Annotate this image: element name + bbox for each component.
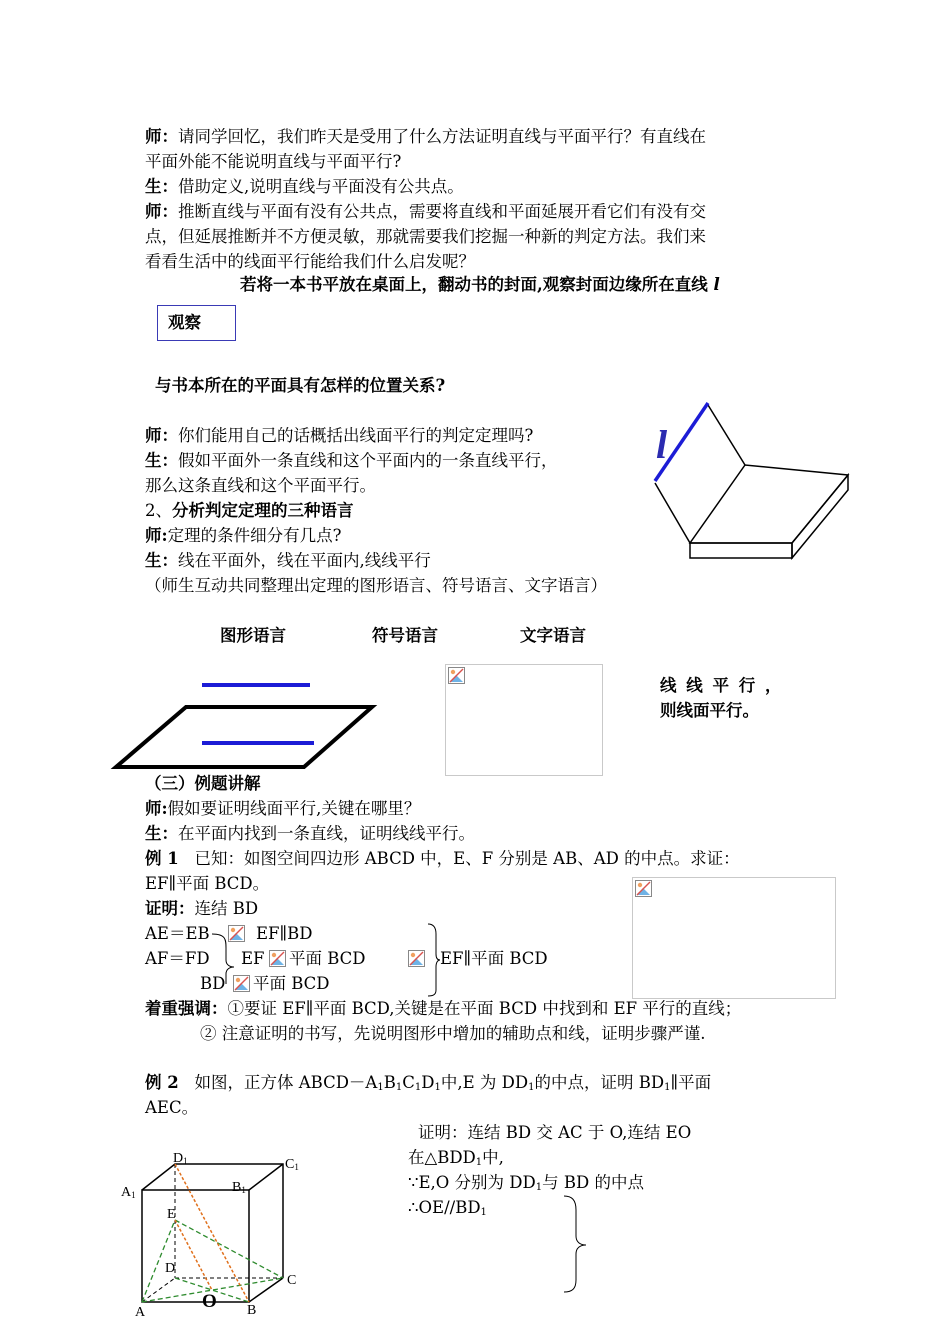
emphasis-line-1: 着重强调：①要证 EF∥平面 BCD,关键是在平面 BCD 中找到和 EF 平行的直线； bbox=[145, 999, 742, 1018]
label-d1: D1 bbox=[173, 1151, 188, 1166]
proof-braces bbox=[200, 920, 450, 1000]
text-language-line-1: 线 线 平 行 ， bbox=[660, 676, 784, 695]
proof-start: 证明：连结 BD bbox=[145, 899, 259, 918]
observe-box bbox=[157, 305, 236, 341]
cover-bottom-edge bbox=[655, 483, 690, 543]
broken-image-icon bbox=[635, 880, 652, 897]
label-c: C bbox=[287, 1273, 297, 1288]
observe-line-2: 与书本所在的平面具有怎样的位置关系? bbox=[155, 376, 446, 395]
symbol-language-image bbox=[445, 664, 603, 776]
dialog-line-2: 生：假如平面外一条直线和这个平面内的一条直线平行， bbox=[145, 451, 558, 470]
proof-line-3b: 平面 BCD bbox=[253, 974, 330, 993]
book-side-face bbox=[792, 475, 848, 558]
text-language-heading: 文字语言 bbox=[520, 626, 586, 645]
cube-figure bbox=[115, 1148, 315, 1323]
proof-conclusion: EF∥平面 BCD bbox=[440, 949, 548, 968]
intro-line-4: 师：推断直线与平面有没有公共点，需要将直线和平面延展开看它们有没有交 bbox=[145, 202, 706, 221]
proof-line-3a: BD bbox=[200, 974, 226, 993]
label-c1: C1 bbox=[285, 1157, 299, 1172]
symbol-language-heading: 符号语言 bbox=[372, 626, 438, 645]
example-2-statement: 例 2 如图，正方体 $ABCD-A_1B_1C_1D_1$中,E 为 $DD_1$的中点，证明 $BD_1\parallel$平面 bbox=[145, 1073, 712, 1093]
book-front-face bbox=[690, 543, 792, 558]
label-b1: B1 bbox=[232, 1180, 246, 1195]
example-line-2: 生：在平面内找到一条直线，证明线线平行。 bbox=[145, 824, 475, 843]
example-1-figure bbox=[632, 877, 836, 999]
section-heading-2: 2、分析判定定理的三种语言 bbox=[145, 501, 354, 520]
dialog-line-1: 师：你们能用自己的话概括出线面平行的判定定理吗? bbox=[145, 426, 534, 445]
label-a: A bbox=[135, 1305, 146, 1320]
label-a1: A1 bbox=[121, 1185, 136, 1200]
proof-line-1a: AE＝EB bbox=[145, 924, 210, 943]
plane-line-figure bbox=[110, 675, 380, 775]
dialog-line-6: 生：线在平面外，线在平面内,线线平行 bbox=[145, 551, 431, 570]
example-2-proof-4: $\therefore OE//BD_1$ bbox=[408, 1198, 487, 1218]
intro-line-2: 平面外能不能说明直线与平面平行? bbox=[145, 152, 402, 171]
line-l-label: l bbox=[656, 422, 668, 467]
section-heading-3: （三）例题讲解 bbox=[145, 774, 261, 793]
example-1-statement: 例 1 已知：如图空间四边形 ABCD 中，E、F 分别是 AB、AD 的中点。求证： bbox=[145, 849, 740, 868]
cube-front-face bbox=[142, 1190, 249, 1302]
broken-image-icon bbox=[448, 667, 465, 684]
proof-line-2c: 平面 BCD bbox=[289, 949, 366, 968]
label-b: B bbox=[247, 1303, 257, 1318]
intro-line-5: 点，但延展推断并不方便灵敏，那就需要我们挖掘一种新的判定方法。我们来 bbox=[145, 227, 706, 246]
book-figure bbox=[640, 395, 860, 565]
label-d: D bbox=[165, 1261, 176, 1276]
example-2-proof-1: 证明：连结 BD 交 AC 于 O,连结 EO bbox=[418, 1123, 692, 1142]
dialog-line-7: （师生互动共同整理出定理的图形语言、符号语言、文字语言） bbox=[145, 576, 607, 595]
label-o: O bbox=[202, 1291, 217, 1312]
example-2-statement-2: AEC。 bbox=[145, 1098, 199, 1117]
intro-line-3: 生：借助定义,说明直线与平面没有公共点。 bbox=[145, 177, 464, 196]
observe-line-1: 若将一本书平放在桌面上，翻动书的封面,观察封面边缘所在直线 l bbox=[240, 275, 720, 294]
example-2-proof-2: 在$\triangle BDD_1$中, bbox=[408, 1148, 504, 1168]
cover-top-edge bbox=[708, 405, 745, 465]
example-2-proof-3: ∵E,O 分别为 $DD_1$与 BD 的中点 bbox=[408, 1173, 644, 1193]
text-language-line-2: 则线面平行。 bbox=[660, 701, 759, 720]
example-line-1: 师:假如要证明线面平行,关键在哪里？ bbox=[145, 799, 421, 818]
example-2-brace bbox=[550, 1192, 600, 1296]
plane-parallelogram bbox=[116, 707, 372, 767]
emphasis-line-2: ② 注意证明的书写，先说明图形中增加的辅助点和线，证明步骤严谨. bbox=[200, 1024, 706, 1043]
intro-line-1: 师：请同学回忆，我们昨天是受用了什么方法证明直线与平面平行？有直线在 bbox=[145, 127, 706, 146]
intro-line-6: 看看生活中的线面平行能给我们什么启发呢？ bbox=[145, 252, 475, 271]
example-1-statement-2: EF∥平面 BCD。 bbox=[145, 874, 270, 893]
label-e: E bbox=[167, 1207, 176, 1222]
proof-line-1b: EF∥BD bbox=[256, 924, 313, 943]
proof-line-2a: AF＝FD bbox=[145, 949, 210, 968]
observe-box-label: 观察 bbox=[168, 313, 201, 332]
dialog-line-3: 那么这条直线和这个平面平行。 bbox=[145, 476, 376, 495]
proof-line-2b: EF bbox=[241, 949, 265, 968]
graphic-language-heading: 图形语言 bbox=[220, 626, 286, 645]
dialog-line-5: 师:定理的条件细分有几点? bbox=[145, 526, 342, 545]
